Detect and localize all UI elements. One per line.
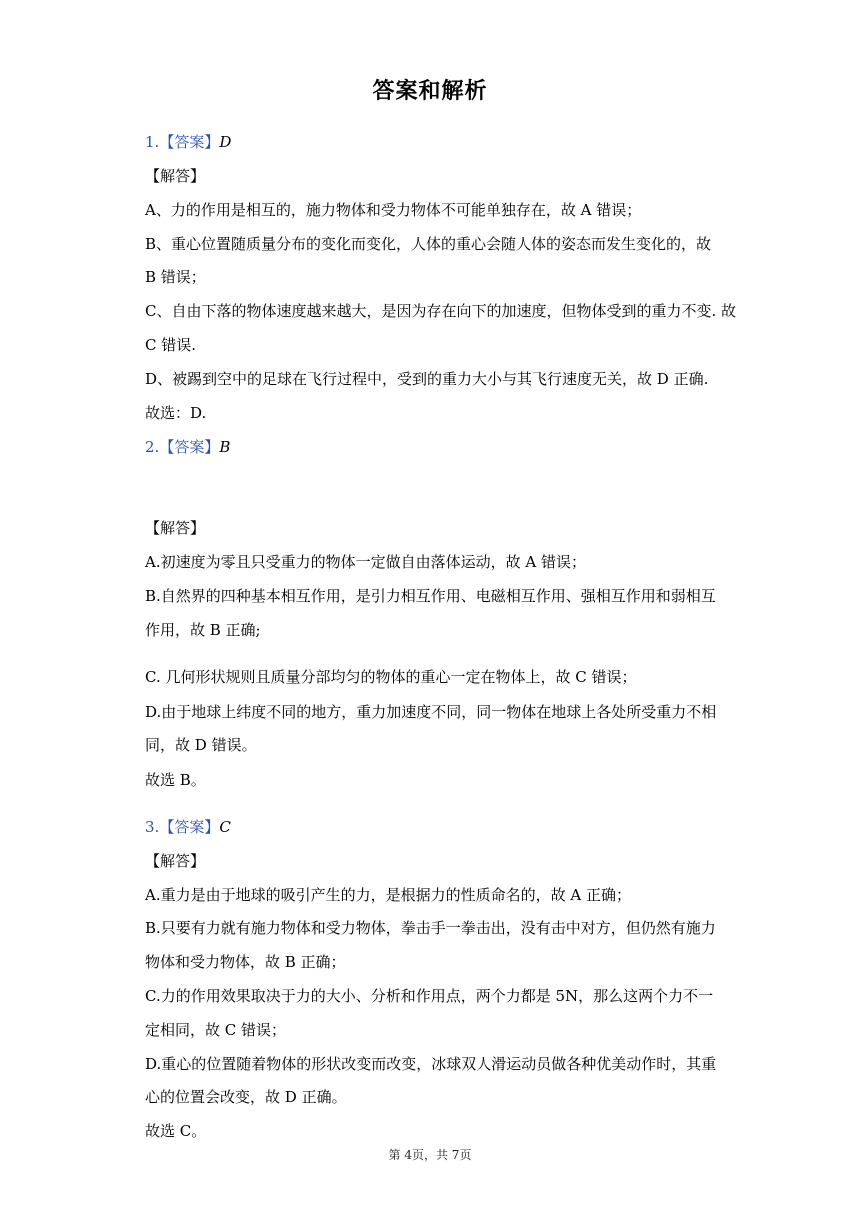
q2-line-5: D.由于地球上纬度不同的地方，重力加速度不同，同一物体在地球上各处所受重力不相: [145, 703, 717, 721]
q1-line-2: B、重心位置随质量分布的变化而变化，人体的重心会随人体的姿态而发生变化的，故: [145, 235, 712, 253]
q1-line-4: C、自由下落的物体速度越来越大，是因为存在向下的加速度，但物体受到的重力不变. 故: [145, 302, 737, 320]
q1-line-1: A、力的作用是相互的，施力物体和受力物体不可能单独存在，故 A 错误；: [145, 201, 642, 219]
q2-answer: B: [219, 438, 231, 456]
q1-answer-line: [145, 132, 720, 152]
q2-line-4: C. 几何形状规则且质量分部均匀的物体的重心一定在物体上，故 C 错误；: [145, 668, 637, 686]
q3-jieda: 【解答】: [145, 852, 206, 870]
q1-line-7: 故选：D.: [145, 404, 207, 422]
q1-answer-tag: 【答案】: [159, 133, 220, 151]
q3-answer: C: [219, 818, 231, 836]
q1-line-6: D、被踢到空中的足球在飞行过程中，受到的重力大小与其飞行速度无关，故 D 正确.: [145, 370, 709, 388]
q3-line-3: 物体和受力物体，故 B 正确；: [145, 953, 346, 971]
q3-line-4: C.力的作用效果取决于力的大小、分析和作用点，两个力都是 5N，那么这两个力不一: [145, 987, 714, 1005]
q2-line-7: 故选 B。: [145, 771, 206, 789]
q2-answer-line: [145, 437, 720, 457]
q1-line-3: B 错误；: [145, 268, 206, 286]
q3-line-6: D.重心的位置随着物体的形状改变而改变，冰球双人滑运动员做各种优美动作时，其重: [145, 1055, 717, 1073]
q3-line-8: 故选 C。: [145, 1122, 207, 1140]
page-footer: 第 4页，共 7页: [388, 1148, 472, 1162]
q1-line-5: C 错误.: [145, 336, 197, 354]
page-title: 答案和解析: [372, 79, 488, 104]
q3-number: 3.: [145, 818, 160, 836]
q3-answer-tag: 【答案】: [159, 818, 220, 836]
q1-number: 1.: [145, 133, 160, 151]
q3-line-1: A.重力是由于地球的吸引产生的力，是根据力的性质命名的，故 A 正确；: [145, 886, 631, 904]
q1-answer: D: [219, 133, 232, 151]
q2-jieda: 【解答】: [145, 519, 206, 537]
q2-number: 2.: [145, 438, 160, 456]
q2-line-6: 同，故 D 错误。: [145, 736, 257, 754]
q3-answer-line: [145, 817, 720, 837]
q1-jieda: 【解答】: [145, 167, 206, 185]
q2-line-2: B.自然界的四种基本相互作用，是引力相互作用、电磁相互作用、强相互作用和弱相互: [145, 587, 716, 605]
q3-line-5: 定相同，故 C 错误；: [145, 1021, 287, 1039]
q2-line-1: A.初速度为零且只受重力的物体一定做自由落体运动，故 A 错误；: [145, 553, 586, 571]
q2-answer-tag: 【答案】: [159, 438, 220, 456]
q2-line-3: 作用，故 B 正确;: [145, 621, 261, 639]
q3-line-2: B.只要有力就有施力物体和受力物体，拳击手一拳击出，没有击中对方，但仍然有施力: [145, 919, 716, 937]
q3-line-7: 心的位置会改变，故 D 正确。: [145, 1088, 347, 1106]
